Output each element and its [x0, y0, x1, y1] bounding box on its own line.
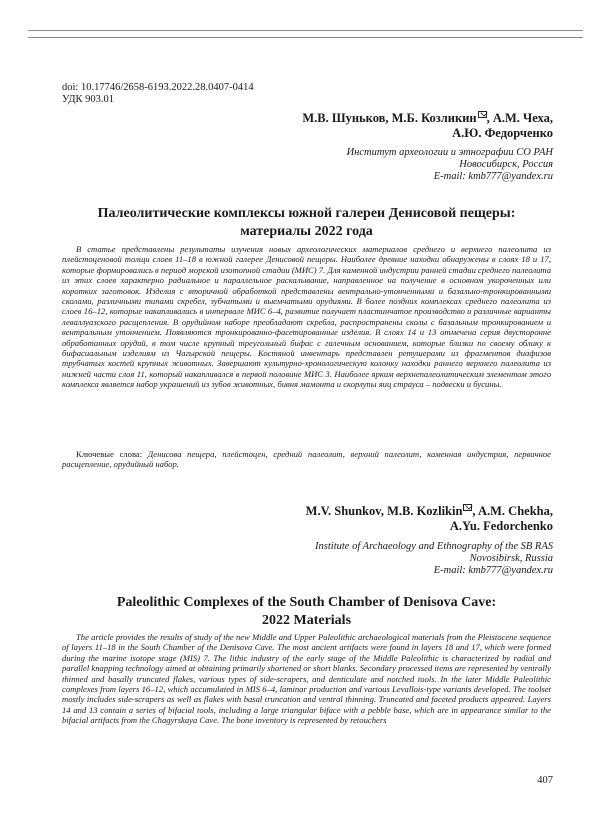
institute-ru: Институт археологии и этнографии СО РАН [346, 147, 553, 158]
title-ru: Палеолитические комплексы южной галереи Денисовой пещеры: материалы 2022 года [97, 206, 516, 239]
doi: doi: 10.17746/2658-6193.2022.28.0407-0414 [62, 82, 254, 93]
authors-ru-line1: М.В. Шуньков, М.Б. Козликин , А.М. Чеха, [302, 111, 553, 125]
city-ru: Новосибирск, Россия [459, 159, 553, 170]
keywords-text: Денисова пещера, плейстоцен, средний палеолит, верхний палеолит, каменная индустрия, первичное расщепление, орудийный набор. [62, 449, 551, 470]
email-ru: E-mail: kmb777@yandex.ru [433, 171, 553, 182]
udk: УДК 903.01 [62, 94, 115, 105]
authors-ru [302, 111, 553, 141]
authors-en-line2: A.Yu. Fedorchenko [449, 519, 553, 533]
top-rule-secondary [28, 37, 583, 38]
abstract-ru: В статье представлены результаты изучения новых археологических материалов среднего и верхнего палеолита из плейстоценовой толщи слоев 11–18 в южной галерее Денисовой пещеры. Наиболее древние находки обнаружены в слоях 18 и 17, которые формировались в период морской изотопной стадии (МИС) 7. Для каменной индустрии ранней стадии среднего палеолита из этих слоев характерно радиальное и параллельное раскалывание, направленное на получение в основном укороченных или коротких заготовок. Изделия с вторичной обработкой представлены вентрально-утонченными и базально-тронкированными сколами, различными типами скребел, зубчатыми и выемчатыми орудиями. В более поздних комплексах среднего палеолита из слоев 16–12, которые накапливались в интервале МИС 6–4, развитие получает пластинчатое производство и различные варианты леваллуазского расщепления. В орудийном наборе преобладают скребла, распространены сколы с базальным тронкированием и вентральным утончением. Появляются тронкированно-фасетированные изделия. В слоях 14 и 13 отмечена серия двусторонне обработанных орудий, в том числе крупный треугольный бифас с галечным основанием, которые близки по своему облику к бифасиальным изделиям из Чагырской пещеры. Костяной инвентарь представлен ретушерами из фрагментов диафизов трубчатых костей крупных животных. Завершают культурно-хронологическую колонку находки раннего верхнего палеолита из нижней части слоя 11, который накапливался в первой половине МИС 3. Наиболее ярким верхнепалеолитическим элементом этого комплекса является набор украшений из зубов животных, бивня мамонта и скорлупы яиц страуса – подвески и бусины. [62, 244, 551, 390]
authors-ru-line2: А.Ю. Федорченко [452, 126, 553, 140]
authors-en-line1: M.V. Shunkov, M.B. Kozlikin , A.M. Chekha, [305, 504, 553, 518]
email-en: E-mail: kmb777@yandex.ru [433, 565, 553, 576]
keywords-ru [62, 449, 551, 470]
envelope-icon [463, 504, 472, 511]
city-en: Novosibirsk, Russia [469, 553, 553, 564]
institute-en: Institute of Archaeology and Ethnography of the SB RAS [315, 541, 553, 552]
page-number: 407 [537, 775, 553, 786]
affiliation-ru [347, 147, 553, 183]
abstract-en: The article provides the results of study of the new Middle and Upper Paleolithic archaeological materials from the Pleistocene sequence of layers 11–18 in the South Chamber of the Denisova Cave. The most ancient artifacts were found in layers 18 and 17, which were formed during the marine isotope stage (MIS) 7. The lithic industry of the early stage of the Middle Paleolithic is characterized by radial and parallel knapping technology aimed at obtaining primarily shortened or short blanks. Secondary processed items are represented by ventrally thinned and basally truncated flakes, various types of side-scrapers, and denticulate and notched tools. In the later Middle Paleolithic complexes from layers 16–12, which accumulated in MIS 6–4, laminar production and various Levallois-type variants developed. The toolset mostly includes side-scrapers as well as flakes with basal truncation and ventral thinning. Truncated and faceted products appeared. Layers 14 and 13 contain a series of bifacial tools, including a large triangular biface with a pebble base, which are in appearance similar to the bifacial artifacts from the Chagyrskaya Cave. The bone inventory is represented by retouchers [62, 632, 551, 726]
authors-en [306, 504, 553, 534]
envelope-icon [478, 111, 487, 118]
title-en: Paleolithic Complexes of the South Chamber of Denisova Cave: 2022 Materials [116, 595, 497, 628]
top-rule [28, 30, 583, 31]
article-meta [62, 82, 254, 106]
affiliation-en [315, 541, 553, 577]
keywords-label: Ключевые слова: [76, 449, 148, 459]
